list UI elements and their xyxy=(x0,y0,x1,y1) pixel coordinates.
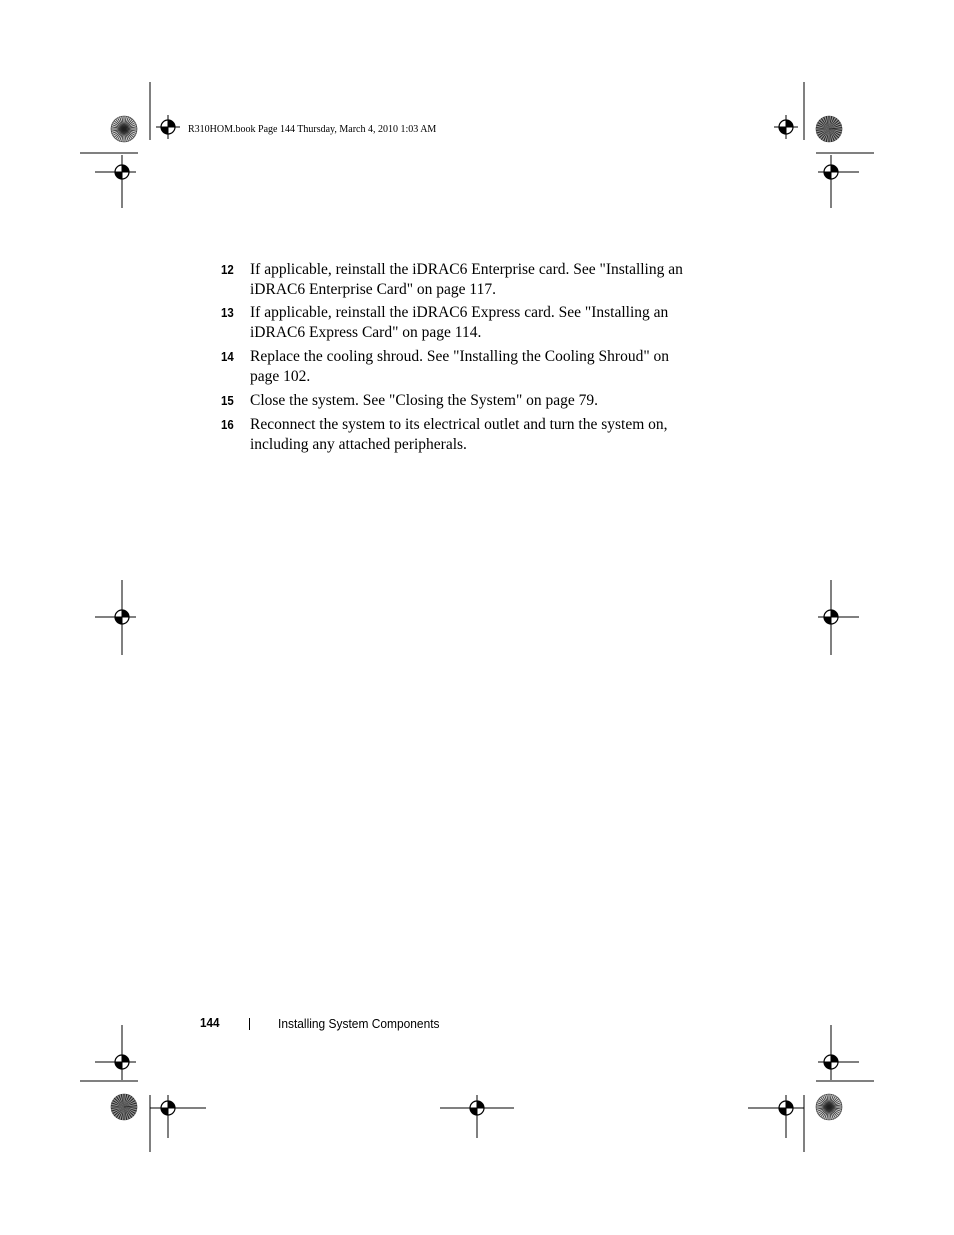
step-line: Replace the cooling shroud. See "Installing the Cooling Shroud" on xyxy=(250,348,670,365)
footer-section-title: Installing System Components xyxy=(278,1016,440,1031)
crop-mark-top-right xyxy=(774,82,874,208)
color-wheel-top-left xyxy=(111,116,137,142)
step-line: If applicable, reinstall the iDRAC6 Enterprise card. See "Installing an xyxy=(250,261,683,278)
color-wheel-top-right xyxy=(816,116,842,142)
step-line: page 102. xyxy=(250,367,311,385)
step-text xyxy=(250,303,700,342)
step-text xyxy=(250,415,700,454)
step-line: Close the system. See "Closing the System" on page 79. xyxy=(250,392,599,409)
crop-mark-bottom-left xyxy=(80,1025,206,1152)
footer-page-number: 144 xyxy=(200,1015,220,1030)
step-number: 12 xyxy=(221,262,234,277)
step-number: 16 xyxy=(221,417,234,432)
step-line: Reconnect the system to its electrical outlet and turn the system on, xyxy=(250,416,668,433)
step-text xyxy=(250,391,700,411)
step-number: 14 xyxy=(221,349,234,364)
step-line: If applicable, reinstall the iDRAC6 Express card. See "Installing an xyxy=(250,304,669,321)
step-number: 15 xyxy=(221,393,234,408)
color-wheel-bottom-left xyxy=(111,1094,137,1120)
step-line: iDRAC6 Enterprise Card" on page 117. xyxy=(250,280,496,298)
crop-mark-top-left xyxy=(80,82,180,208)
step-text xyxy=(250,347,700,386)
registration-mark-bottom-center xyxy=(440,1095,514,1138)
footer-separator xyxy=(249,1018,250,1030)
step-line: including any attached peripherals. xyxy=(250,435,467,453)
step-text xyxy=(250,260,700,299)
step-line: iDRAC6 Express Card" on page 114. xyxy=(250,323,482,341)
crop-mark-bottom-right xyxy=(748,1025,874,1152)
registration-mark-mid-right xyxy=(818,580,859,655)
step-number: 13 xyxy=(221,305,234,320)
print-slug-header: R310HOM.book Page 144 Thursday, March 4, 2010 1:03 AM xyxy=(188,124,437,135)
color-wheel-bottom-right xyxy=(816,1094,842,1120)
registration-mark-mid-left xyxy=(95,580,136,655)
